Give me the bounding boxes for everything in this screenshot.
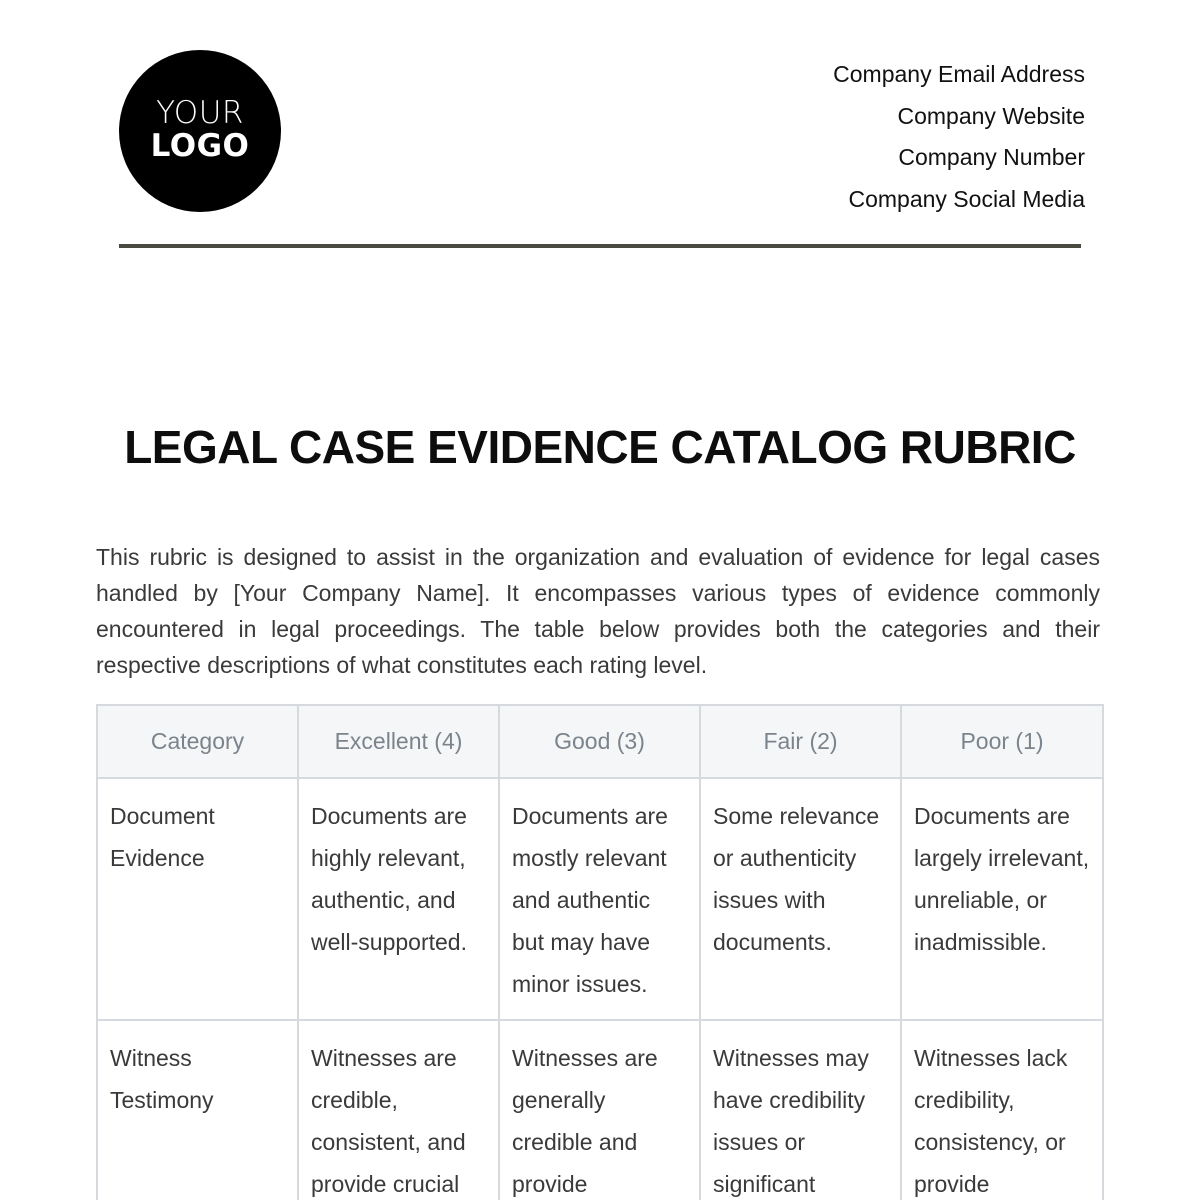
intro-paragraph: This rubric is designed to assist in the organization and evaluation of evidence for legal cases handled by [Your Company Name]. It encompasses various types of evidence commonly encountered in legal proceedings. The table below provides both the categories and their respective descriptions of what constitutes each rating level.: [96, 544, 1100, 678]
poor-cell: Witnesses lack credibility, consistency, or provide: [901, 1020, 1103, 1200]
header-excellent: Excellent (4): [298, 705, 499, 778]
table-row: [97, 1020, 1103, 1200]
header-poor: Poor (1): [901, 705, 1103, 778]
table-header-row: [97, 705, 1103, 778]
company-number: Company Number: [898, 144, 1085, 171]
company-social-media: Company Social Media: [848, 186, 1085, 213]
header-category: Category: [97, 705, 298, 778]
rubric-table: [96, 704, 1104, 1200]
category-cell: Document Evidence: [97, 778, 298, 1020]
fair-cell: Witnesses may have credibility issues or significant: [700, 1020, 901, 1200]
company-contact-block: [833, 54, 1085, 221]
good-cell: Documents are mostly relevant and authentic but may have minor issues.: [499, 778, 700, 1020]
excellent-cell: Documents are highly relevant, authentic, and well-supported.: [298, 778, 499, 1020]
header-divider: [119, 244, 1081, 248]
table-row: [97, 778, 1103, 1020]
poor-cell: Documents are largely irrelevant, unreliable, or inadmissible.: [901, 778, 1103, 1020]
excellent-cell: Witnesses are credible, consistent, and provide crucial: [298, 1020, 499, 1200]
company-logo: [119, 50, 281, 212]
document-title: LEGAL CASE EVIDENCE CATALOG RUBRIC: [124, 421, 1076, 473]
company-email: Company Email Address: [833, 61, 1085, 87]
header-fair: Fair (2): [700, 705, 901, 778]
company-website: Company Website: [897, 102, 1085, 129]
logo-text-line1: YOUR: [156, 95, 244, 131]
good-cell: Witnesses are generally credible and provide: [499, 1020, 700, 1200]
header-good: Good (3): [499, 705, 700, 778]
fair-cell: Some relevance or authenticity issues with documents.: [700, 778, 901, 1020]
logo-text-line2: LOGO: [150, 128, 250, 164]
category-cell: Witness Testimony: [97, 1020, 298, 1200]
